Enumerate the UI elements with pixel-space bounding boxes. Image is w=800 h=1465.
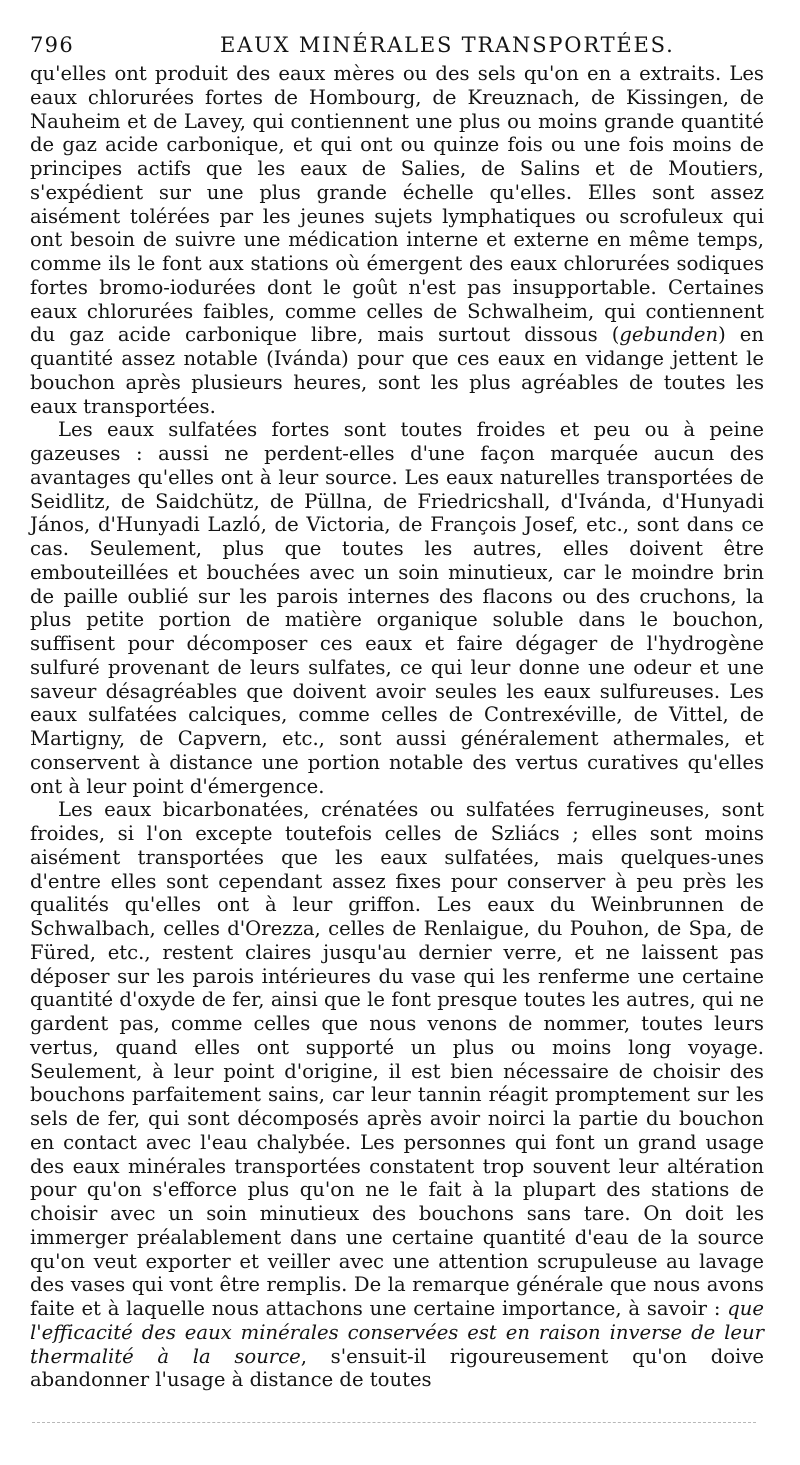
paragraph-3-text: Les eaux bicarbonatées, crénatées ou sulfatées ferrugineuses, sont froides, si l'on excepte toutefois celles de Szliács ; elles sont moins aisément transportées que les eaux sulfatées, mais quelques-unes d'entre elles sont cependant assez fixes pour conserver à peu près les qualités qu'elles ont à leur griffon. Les eaux du Weinbrunnen de Schwalbach, celles d'Orezza, celles de Renlaigue, du Pouhon, de Spa, de Füred, etc., restent claires jusqu'au dernier verre, et ne laissent pas déposer sur les parois intérieures du vase qui les renferme une certaine quantité d'oxyde de fer, ainsi que le font presque toutes les autres, qui ne gardent pas, comme celles que nous venons de nommer, toutes leurs vertus, quand elles ont supporté un plus ou moins long voyage. Seulement, à leur point d'origine, il est bien nécessaire de choisir des bouchons parfaitement sains, car leur tannin réagit promptement sur les sels de fer, qui sont décomposés après avoir noirci la partie du bouchon en contact avec l'eau chalybée. Les personnes qui font un grand usage des eaux minérales transportées constatent trop souvent leur altération pour qu'on s'efforce plus qu'on ne le fait à la plupart des stations de choisir avec un soin minutieux des bouchons sans tare. On doit les immerger préalablement dans une certaine quantité d'eau de la source qu'on veut exporter et veiller avec une attention scrupuleuse au lavage des vases qui vont être remplis. De la remarque générale que nous avons faite et à laquelle nous attachons une certaine importance, à savoir : [30,798,764,1320]
page-number: 796 [30,33,74,57]
paragraph-2 [30,418,764,798]
paragraph-3-text-end: , s'ensuit-il rigoureusement qu'on doive abandonner l'usage à distance de toutes [30,1344,764,1392]
paragraph-1-italic: gebunden [619,323,719,347]
body-text [30,62,764,1392]
paragraph-1-text-end: ) en quantité assez notable (Ivánda) pour que ces eaux en vidange jettent le bouchon après plusieurs heures, sont les plus agréables de toutes les eaux transportées. [30,323,765,418]
paragraph-2-text: Les eaux sulfatées fortes sont toutes froides et peu ou à peine gazeuses : aussi ne perdent-elles d'une façon marquée aucun des avantages qu'elles ont à leur source. Les eaux naturelles transportées de Seidlitz, de Saidchütz, de Püllna, de Friedricshall, d'Ivánda, d'Hunyadi János, d'Hunyadi Lazló, de Victoria, de François Josef, etc., sont dans ce cas. Seulement, plus que toutes les autres, elles doivent être embouteillées et bouchées avec un soin minutieux, car le moindre brin de paille oublié sur les parois internes des flacons ou des cruchons, la plus petite portion de matière organique soluble dans le bouchon, suffisent pour décomposer ces eaux et faire dégager de l'hydrogène sulfuré provenant de leurs sulfates, ce qui leur donne une odeur et une saveur désagréables que doivent avoir seules les eaux sulfureuses. Les eaux sulfatées calciques, comme celles de Contrexéville, de Vittel, de Martigny, de Capvern, etc., sont aussi généralement athermales, et conservent à distance une portion notable des vertus curatives qu'elles ont à leur point d'émergence. [30,418,764,798]
running-header [30,28,764,62]
paragraph-1 [30,62,764,418]
paragraph-1-text: qu'elles ont produit des eaux mères ou des sels qu'on en a extraits. Les eaux chlorurées fortes de Hombourg, de Kreuznach, de Kissingen, de Nauheim et de Lavey, qui contiennent une plus ou moins grande quantité de gaz acide carbonique, et qui ont ou quinze fois ou une fois moins de principes actifs que les eaux de Salies, de Salins et de Moutiers, s'expédient sur une plus grande échelle qu'elles. Elles sont assez aisément tolérées par les jeunes sujets lymphatiques ou scrofuleux qui ont besoin de suivre une médication interne et externe en même temps, comme ils le font aux stations où émergent des eaux chlorurées sodiques fortes bromo-iodurées dont le goût n'est pas insupportable. Certaines eaux chlorurées faibles, comme celles de Schwalheim, qui contiennent du gaz acide carbonique libre, mais surtout dissous ( [30,62,764,347]
book-page [30,28,764,1428]
paragraph-3-italic: que l'efficacité des eaux minérales conservées est en raison inverse de leur thermalité à la source [30,1297,764,1368]
paragraph-3 [30,798,764,1392]
bottom-bleed-rule [32,1422,756,1423]
running-title: EAUX MINÉRALES TRANSPORTÉES. [220,33,675,57]
